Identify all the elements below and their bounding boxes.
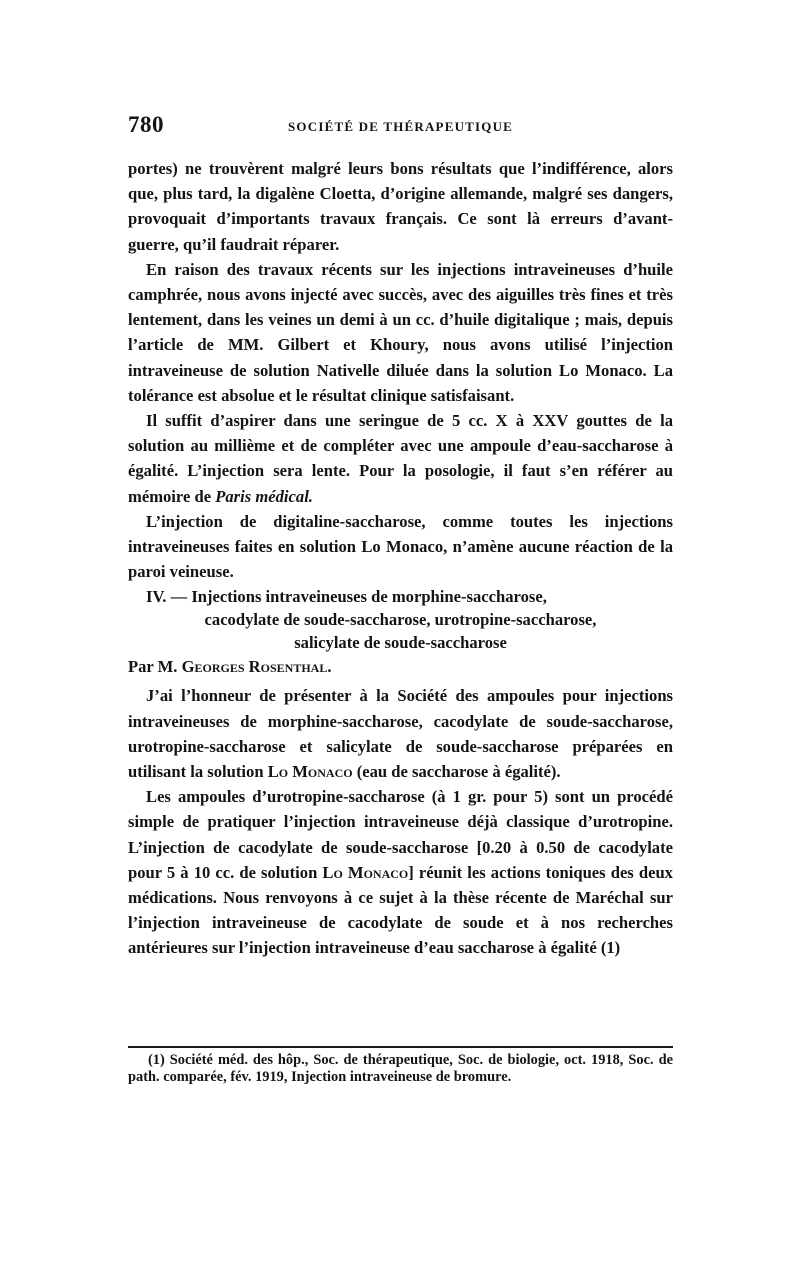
footnote <box>128 1052 673 1086</box>
paragraph-4: L’injection de digitaline-saccharose, comme toutes les injections intraveineuses faites en solution Lo Monaco, n’amène aucune réaction de la paroi veineuse. <box>128 511 673 582</box>
paragraph-3-text: Il suffit d’aspirer dans une seringue de 5 cc. X à XXV gouttes de la solution au millième et de compléter avec une ampoule d’eau-saccharose à égalité. L’injection sera lente. Pour la posologie, il faut s’en référer au mémoire de <box>128 411 673 506</box>
paragraph-5-text-b: (eau de saccharose à égalité). <box>352 762 561 782</box>
paragraph-6-text-b: ] réunit les actions toniques des deux médications. Nous renvoyons à ce sujet à la thèse récente de Maréchal sur l’injection intraveineuse de cacodylate de soude et à nos recherches antérieures sur l’injection intraveineuse d’eau saccharose à égalité (1) <box>128 862 673 958</box>
paragraph-6 <box>128 784 673 960</box>
footnote-text: Société méd. des hôp., Soc. de thérapeutique, Soc. de biologie, oct. 1918, Soc. de path. comparée, fév. 1919, Injection intraveineuse de bromure. <box>128 1052 673 1085</box>
paragraph-6-text-a: Les ampoules d’urotropine-saccharose (à 1 gr. pour 5) sont un procédé simple de pratiquer l’injection intraveineuse déjà classique d’urotropine. L’injection de cacodylate de soude-saccharose [0.20 à 0.50 de cacodylate pour 5 à 10 cc. de solution <box>128 787 673 882</box>
section-heading-line-2: cacodylate de soude-saccharose, urotropine-saccharose, <box>204 610 597 630</box>
paragraph-2: En raison des travaux récents sur les injections intraveineuses d’huile camphrée, nous avons injecté avec succès, avec des aiguilles très fines et très lentement, dans les veines un demi à un cc. d’huile digitalique ; mais, depuis l’article de MM. Gilbert et Khoury, nous avons utilisé l’injection intraveineuse de solution Nativelle diluée dans la solution Lo Monaco. La tolérance est absolue et le résultat clinique satisfaisant. <box>128 259 673 405</box>
footnote-number: (1) <box>148 1052 165 1068</box>
footnote-divider <box>128 1046 673 1048</box>
paragraph-6-smallcaps: Lo Monaco <box>322 862 409 882</box>
section-heading-line-3: salicylate de soude-saccharose <box>294 633 507 653</box>
paragraph-5 <box>128 683 673 784</box>
paragraph-5-text-a: J’ai l’honneur de présenter à la Société des ampoules pour injections intraveineuses de morphine-saccharose, cacodylate de soude-saccharose, urotropine-saccharose et salicylate de soude-saccharose préparées en utilisant la solution <box>128 686 673 782</box>
paragraph-5-smallcaps: Lo Monaco <box>267 762 353 782</box>
running-head <box>128 112 673 142</box>
paragraph-1: portes) ne trouvèrent malgré leurs bons résultats que l’indifférence, alors que, plus tard, la digalène Cloetta, d’origine allemande, malgré ses dangers, provoquait d’importants travaux français. Ce sont là erreurs d’avant-guerre, qu’il faudrait réparer. <box>128 159 673 254</box>
paragraph-3 <box>128 408 673 509</box>
running-head-title: SOCIÉTÉ DE THÉRAPEUTIQUE <box>288 119 514 134</box>
journal-title-italic: Paris médical. <box>215 486 313 506</box>
section-heading-line-1: IV. — Injections intraveineuses de morphine-saccharose, <box>146 587 547 607</box>
byline-prefix: Par M. <box>128 657 182 677</box>
author-byline <box>128 653 673 683</box>
body-text <box>128 156 673 961</box>
page-number: 780 <box>128 112 164 137</box>
author-name: Georges Rosenthal. <box>181 657 332 677</box>
